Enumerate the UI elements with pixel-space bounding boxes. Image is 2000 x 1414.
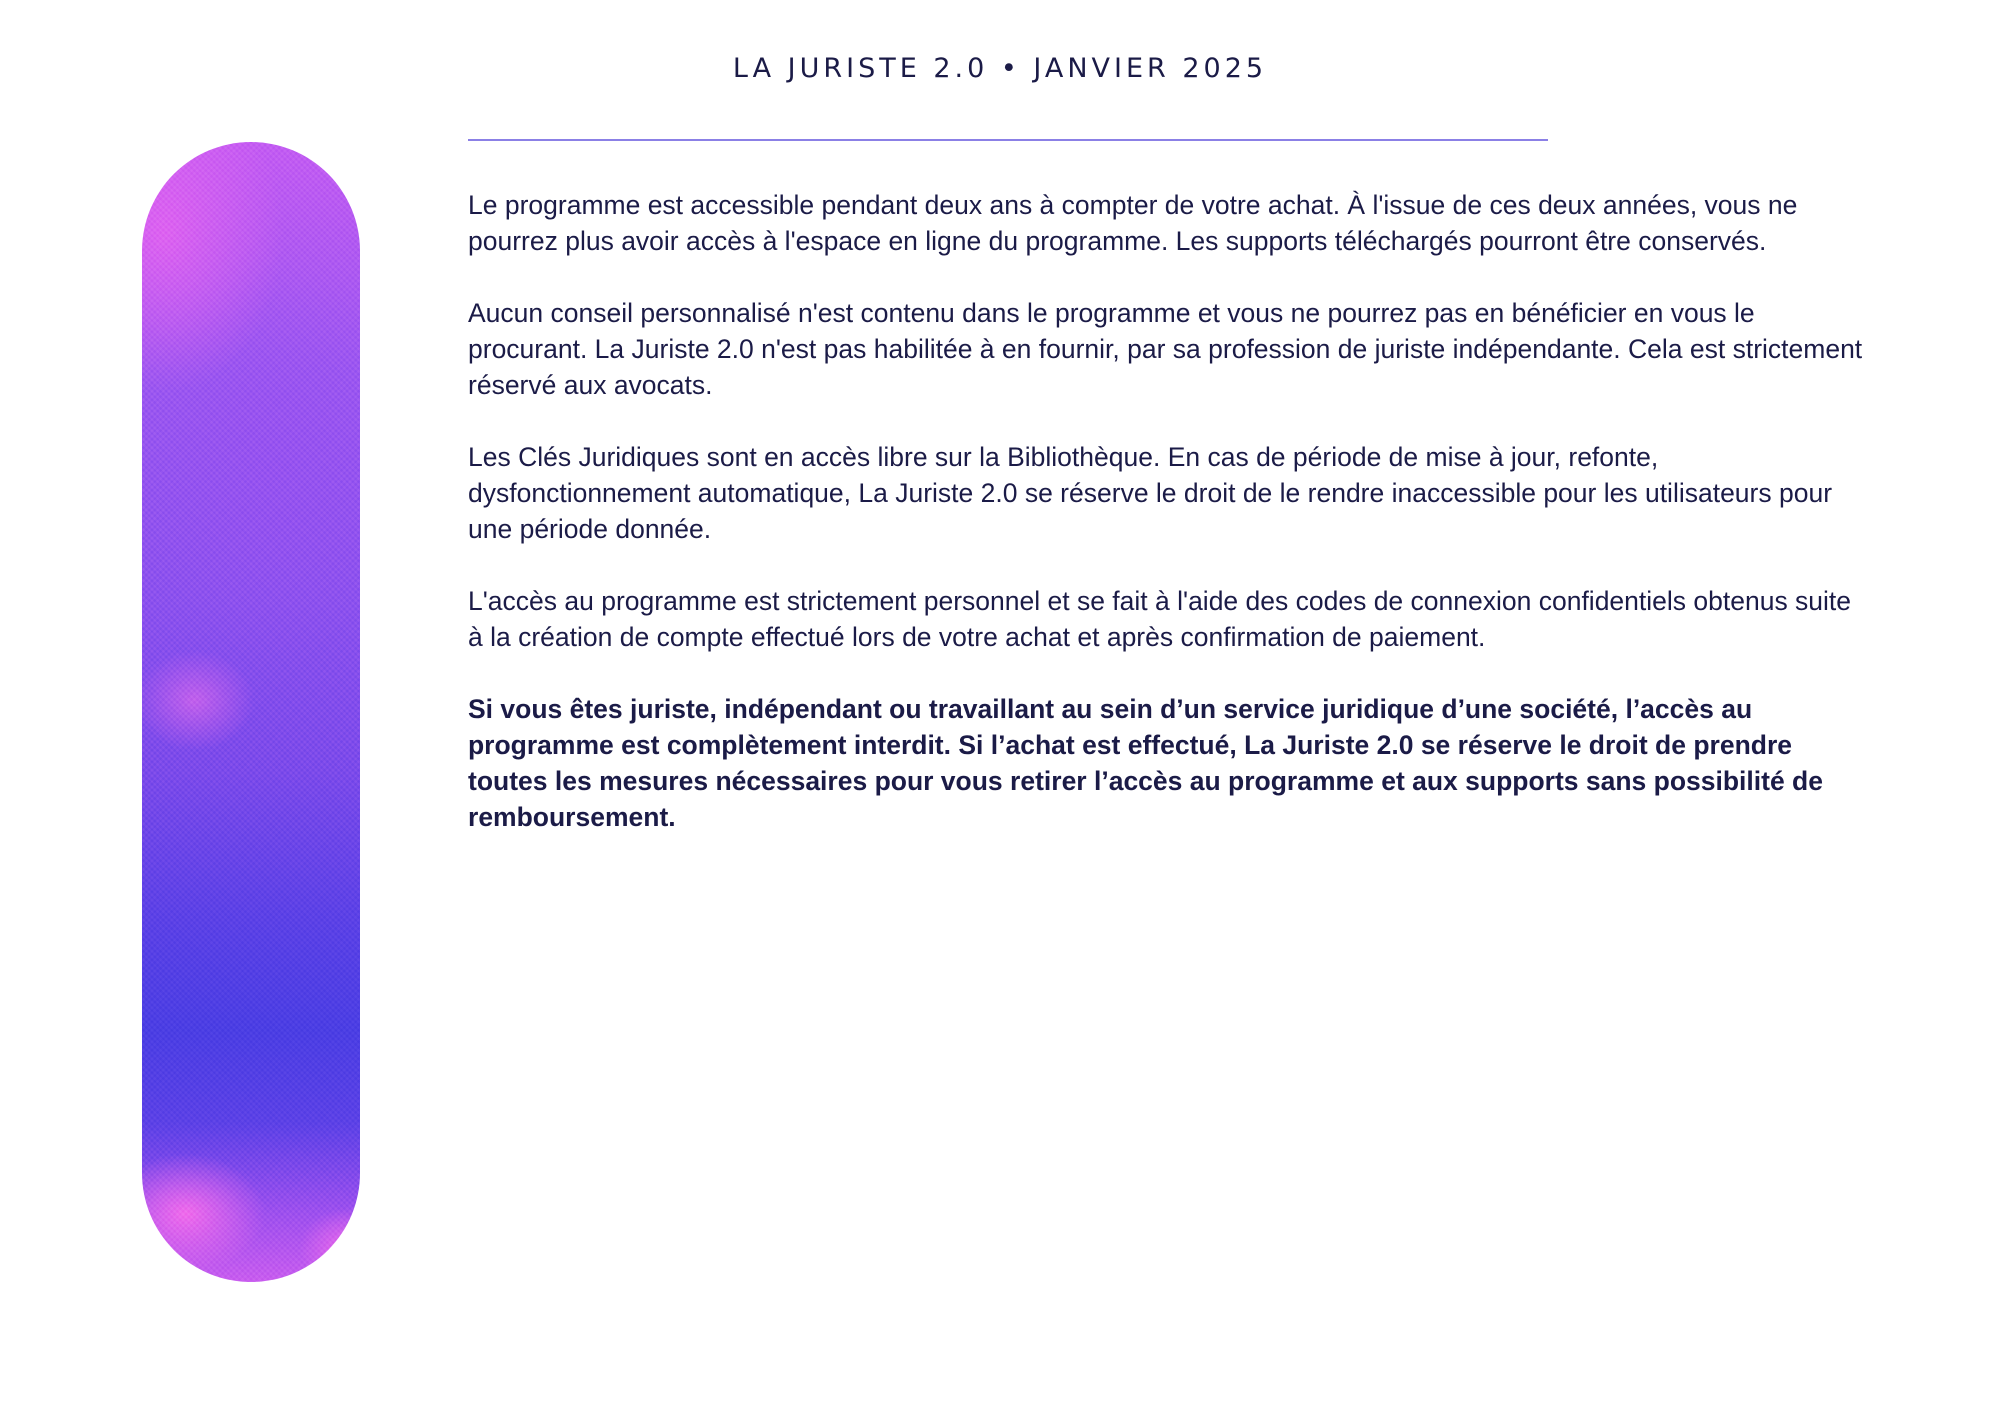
paragraph-cles-juridiques: Les Clés Juridiques sont en accès libre sur la Bibliothèque. En cas de période de mise à jour, refonte, dysfonctionnement automatique, La Juriste 2.0 se réserve le droit de le rendre inaccessible pour les utilisateurs pour une période donnée.: [468, 442, 1833, 544]
decorative-gradient-pill: [142, 142, 360, 1282]
paragraph-jurist-prohibition: Si vous êtes juriste, indépendant ou travaillant au sein d’un service juridique d’une société, l’accès au programme est complètement interdit. Si l’achat est effectué, La Juriste 2.0 se réserve le droit de prendre toutes les mesures nécessaires pour vous retirer l’accès au programme et aux supports sans possibilité de remboursement.: [468, 694, 1823, 832]
paragraph-no-personal-advice: Aucun conseil personnalisé n'est contenu dans le programme et vous ne pourrez pas en bénéficier en vous le procurant. La Juriste 2.0 n'est pas habilitée à en fournir, par sa profession de juriste indépendante. Cela est strictement réservé aux avocats.: [468, 298, 1863, 400]
header-divider: [468, 139, 1548, 141]
paragraph-personal-access: L'accès au programme est strictement personnel et se fait à l'aide des codes de connexion confidentiels obtenus suite à la création de compte effectué lors de votre achat et après confirmation de paiement.: [468, 586, 1852, 652]
paragraph-access-duration: Le programme est accessible pendant deux ans à compter de votre achat. À l'issue de ces deux années, vous ne pourrez plus avoir accès à l'espace en ligne du programme. Les supports téléchargés pourront être conservés.: [468, 190, 1798, 256]
page-header: LA JURISTE 2.0 • JANVIER 2025: [732, 53, 1268, 84]
body-text: [468, 187, 1868, 871]
